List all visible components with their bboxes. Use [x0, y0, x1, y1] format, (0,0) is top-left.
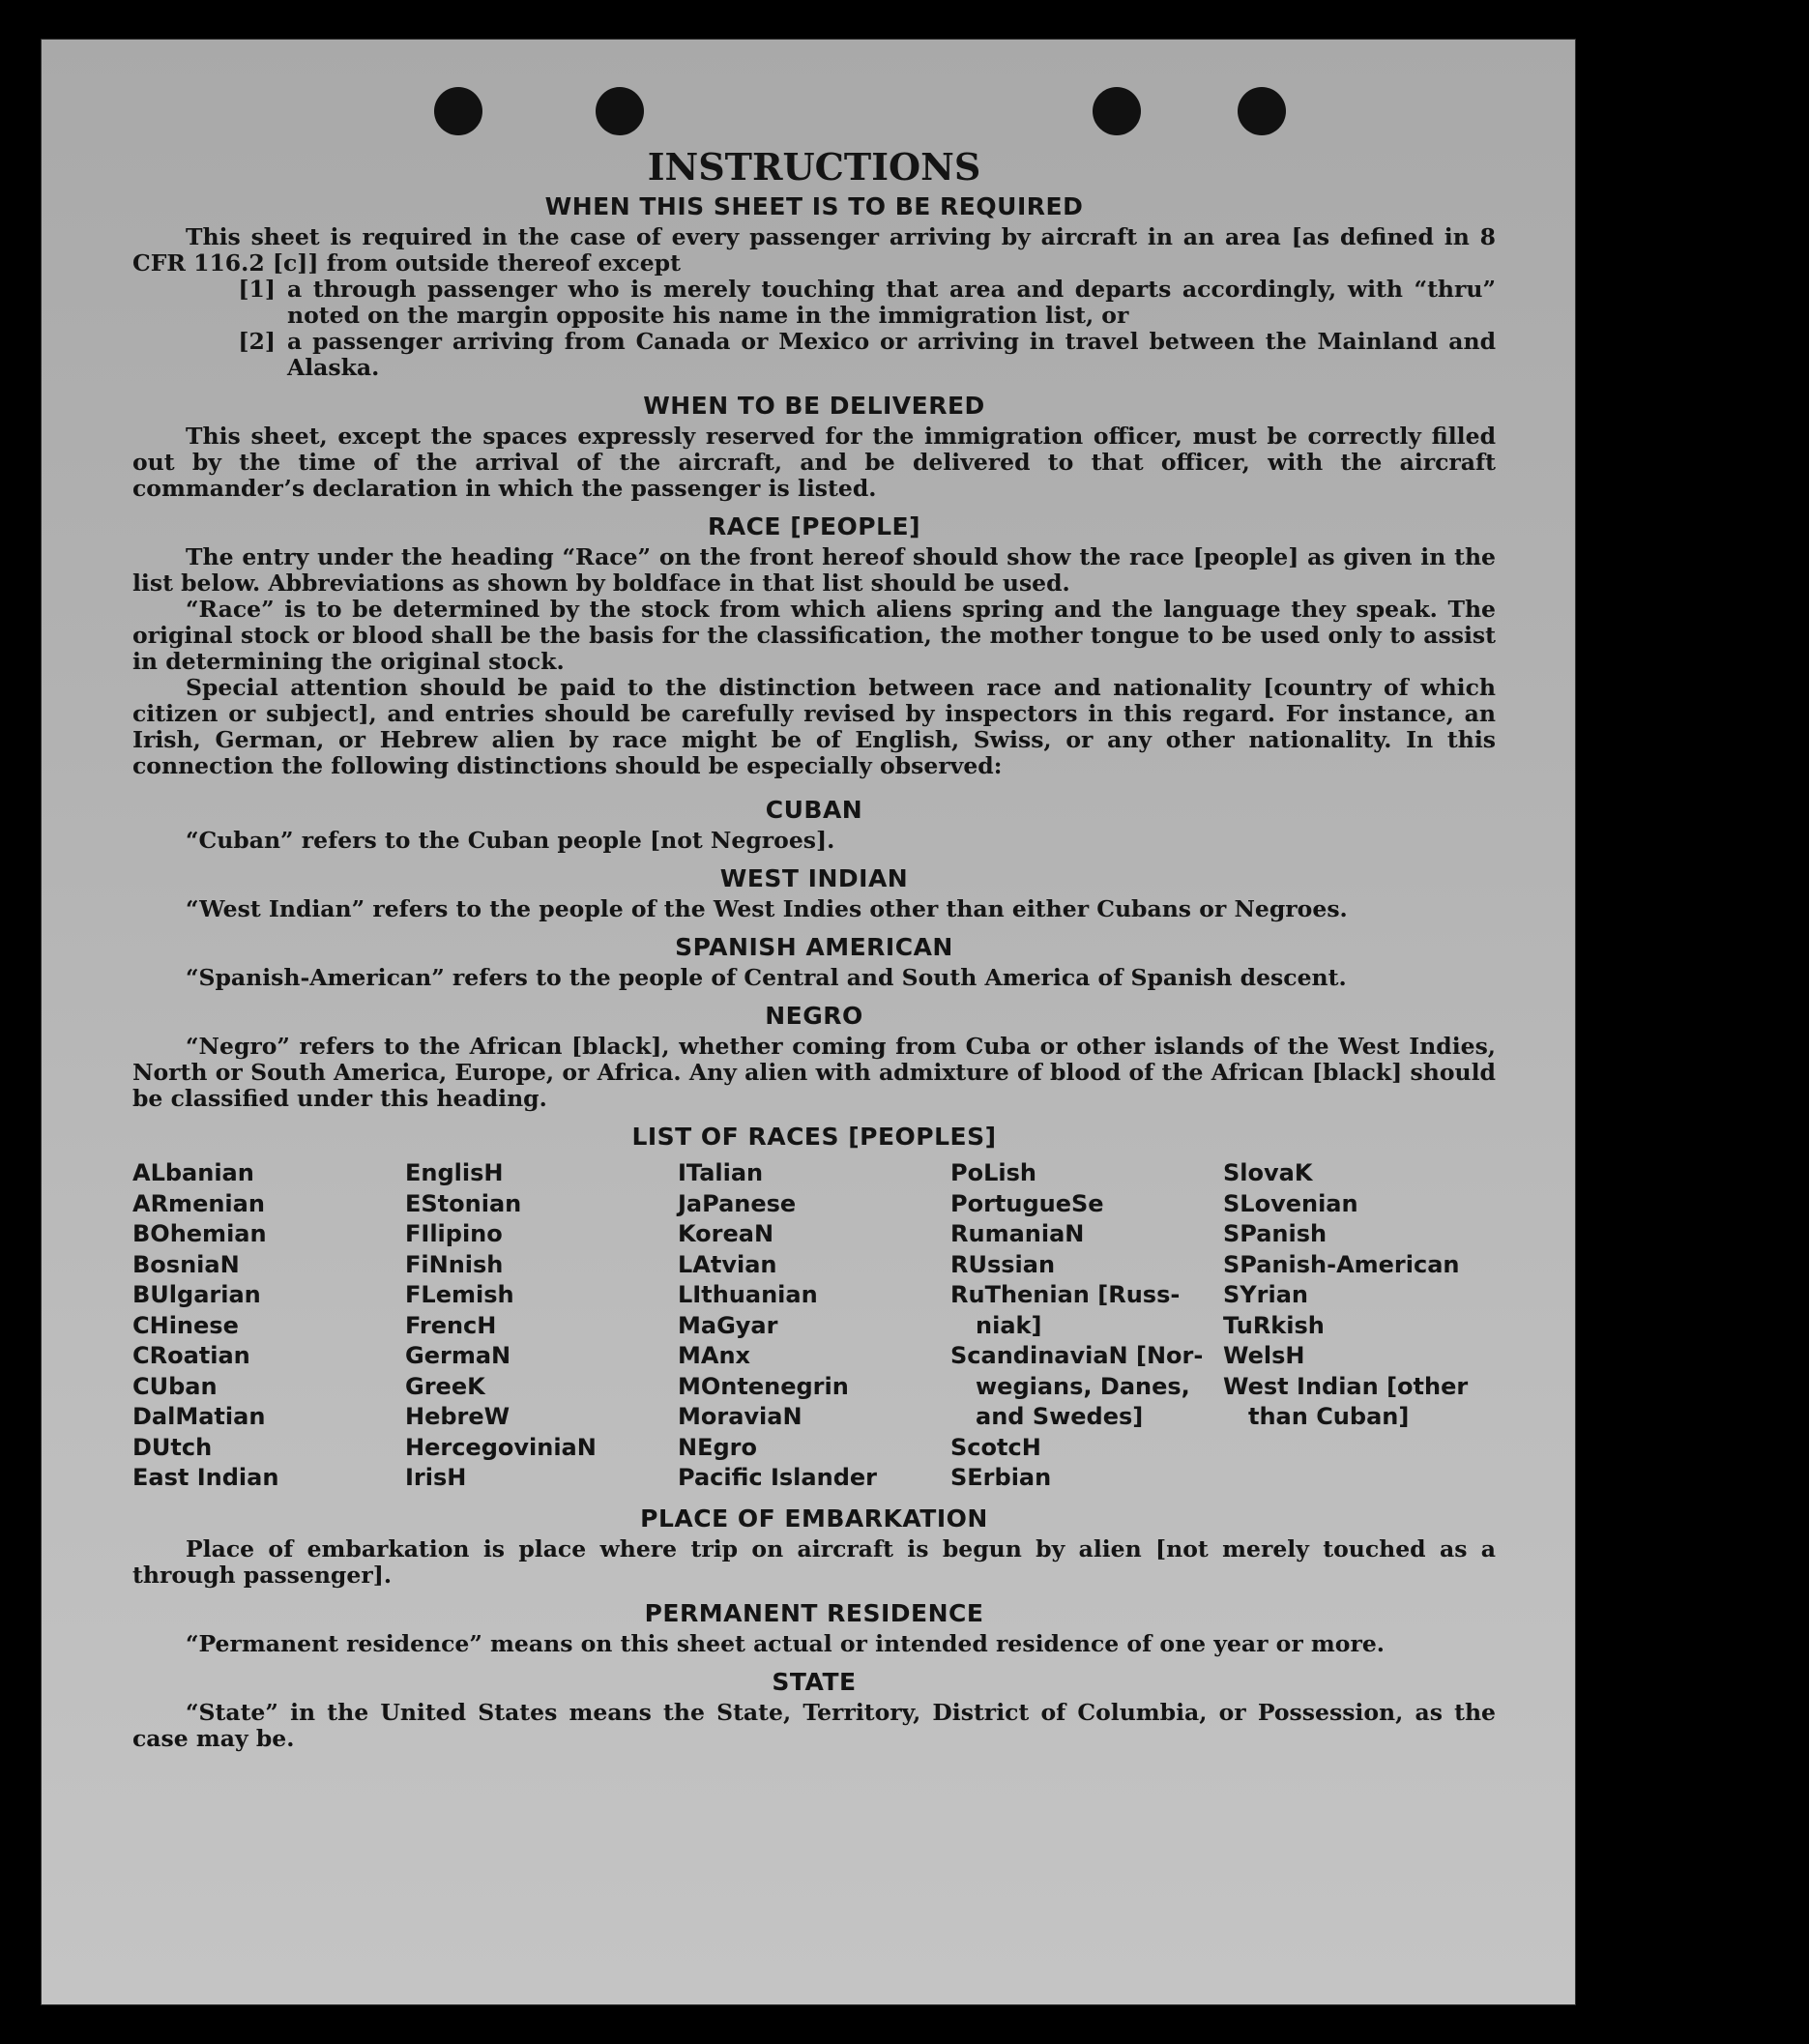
heading-when-required: WHEN THIS SHEET IS TO BE REQUIRED — [544, 192, 1084, 220]
list-item: WelsH — [1223, 1342, 1305, 1369]
list-item: niak] — [976, 1311, 1042, 1339]
list-item: LIthuanian — [678, 1281, 818, 1308]
list-item — [132, 277, 1496, 329]
heading-race: RACE [PEOPLE] — [707, 512, 921, 540]
list-item — [132, 329, 1496, 381]
list-item: CRoatian — [132, 1342, 250, 1369]
list-item: ALbanian — [132, 1159, 254, 1186]
west-indian-text: “West Indian” refers to the people of the West Indies other than either Cubans or Negroes. — [186, 895, 1348, 922]
races-list — [132, 1158, 1496, 1494]
list-item: SPanish — [1223, 1220, 1328, 1247]
list-item: LAtvian — [678, 1250, 777, 1278]
heading-state: STATE — [772, 1667, 857, 1696]
list-item: IrisH — [405, 1464, 467, 1491]
list-item: SYrian — [1223, 1281, 1309, 1308]
list-item: TuRkish — [1223, 1311, 1325, 1339]
cuban-text: “Cuban” refers to the Cuban people [not Negroes]. — [186, 827, 835, 854]
heading-when-delivered: WHEN TO BE DELIVERED — [643, 392, 985, 420]
list-item: West Indian [other — [1223, 1372, 1469, 1400]
heading-list-of-races: LIST OF RACES [PEOPLES] — [631, 1123, 997, 1151]
heading-west-indian: WEST INDIAN — [719, 864, 909, 892]
list-item: HercegoviniaN — [405, 1433, 597, 1461]
spanish-american-text: “Spanish-American” refers to the people of Central and South America of Spanish descent. — [186, 964, 1347, 991]
list-item: BOhemian — [132, 1220, 267, 1247]
list-item: GreeK — [405, 1372, 485, 1400]
list-item: SlovaK — [1223, 1159, 1313, 1186]
list-item: FIlipino — [405, 1220, 503, 1247]
races-column-1 — [132, 1158, 405, 1494]
list-item: BUlgarian — [132, 1281, 261, 1308]
required-intro: This sheet is required in the case of every passenger arriving by aircraft in an area [as defined in 8 CFR 116.2 [c]] from outside thereof except — [132, 223, 1496, 277]
list-item: wegians, Danes, — [976, 1372, 1190, 1400]
race-paragraph-2: “Race” is to be determined by the stock from which aliens spring and the language they speak. The original stock or blood shall be the basis for the classification, the mother tongue to be used only to assist in determining the original stock. — [132, 596, 1496, 675]
list-item: MOntenegrin — [678, 1372, 849, 1400]
list-item: NEgro — [678, 1433, 757, 1461]
list-item: MoraviaN — [678, 1403, 802, 1430]
list-item: East Indian — [132, 1464, 279, 1491]
list-item: HebreW — [405, 1403, 511, 1430]
list-item: DUtch — [132, 1433, 213, 1461]
races-column-2 — [405, 1158, 678, 1494]
races-column-4 — [950, 1158, 1223, 1494]
list-item: MAnx — [678, 1342, 751, 1369]
list-item: CUban — [132, 1372, 218, 1400]
list-item: SLovenian — [1223, 1189, 1358, 1217]
list-item: than Cuban] — [1248, 1403, 1410, 1430]
embarkation-text: Place of embarkation is place where trip on aircraft is begun by alien [not merely touched as a through passenger]. — [132, 1534, 1496, 1589]
document-sheet — [41, 39, 1576, 2005]
punch-hole-1 — [434, 87, 482, 135]
list-item: ITalian — [678, 1159, 764, 1186]
list-item-text: a passenger arriving from Canada or Mexico or arriving in travel between the Mainland and Alaska. — [287, 328, 1496, 381]
delivered-text: This sheet, except the spaces expressly reserved for the immigration officer, must be correctly filled out by the time of the arrival of the aircraft, and be delivered to that officer, with the aircraft commander’s declaration in which the passenger is listed. — [132, 423, 1496, 502]
exception-list — [132, 277, 1496, 381]
page-title: INSTRUCTIONS — [647, 145, 981, 189]
list-item: RumaniaN — [950, 1220, 1085, 1247]
punch-hole-2 — [596, 87, 644, 135]
list-item: ScotcH — [950, 1433, 1041, 1461]
list-item: JaPanese — [678, 1189, 797, 1217]
list-item: DalMatian — [132, 1403, 266, 1430]
list-item: ARmenian — [132, 1189, 265, 1217]
list-item: EnglisH — [405, 1159, 504, 1186]
punch-hole-4 — [1238, 87, 1286, 135]
list-item-number: [2] — [238, 328, 276, 355]
list-item: EStonian — [405, 1189, 522, 1217]
list-item: SPanish-American — [1223, 1250, 1460, 1278]
list-item: Pacific Islander — [678, 1464, 877, 1491]
heading-negro: NEGRO — [765, 1002, 863, 1030]
races-column-3 — [678, 1158, 950, 1494]
list-item: GermaN — [405, 1342, 511, 1369]
list-item: KoreaN — [678, 1220, 774, 1247]
list-item: SErbian — [950, 1464, 1052, 1491]
list-item: ScandinaviaN [Nor- — [950, 1342, 1204, 1369]
list-item-number: [1] — [238, 276, 276, 303]
list-item: and Swedes] — [976, 1403, 1144, 1430]
heading-cuban: CUBAN — [765, 796, 863, 824]
list-item: PoLish — [950, 1159, 1036, 1186]
list-item: CHinese — [132, 1311, 239, 1339]
list-item: BosniaN — [132, 1250, 240, 1278]
list-item: FrencH — [405, 1311, 497, 1339]
state-text: “State” in the United States means the State, Territory, District of Columbia, or Possession, as the case may be. — [132, 1698, 1496, 1752]
race-paragraph-3: Special attention should be paid to the distinction between race and nationality [country of which citizen or subject], and entries should be carefully revised by inspectors in this regard. For instance, an Irish, German, or Hebrew alien by race might be of English, Swiss, or any other nationality. In this connection the following distinctions should be especially observed: — [132, 674, 1496, 779]
punch-hole-3 — [1093, 87, 1141, 135]
race-paragraph-1: The entry under the heading “Race” on the front hereof should show the race [people] as given in the list below. Abbreviations as shown by boldface in that list should be used. — [132, 543, 1496, 597]
heading-spanish-american: SPANISH AMERICAN — [675, 933, 953, 961]
list-item: RUssian — [950, 1250, 1056, 1278]
heading-permanent-residence: PERMANENT RESIDENCE — [644, 1598, 984, 1627]
races-column-5 — [1223, 1158, 1496, 1494]
negro-text: “Negro” refers to the African [black], whether coming from Cuba or other islands of the West Indies, North or South America, Europe, or Africa. Any alien with admixture of blood of the African [black] should be classified under this heading. — [132, 1033, 1496, 1112]
list-item: FLemish — [405, 1281, 514, 1308]
list-item: FiNnish — [405, 1250, 504, 1278]
list-item: RuThenian [Russ- — [950, 1281, 1181, 1308]
heading-place-of-embarkation: PLACE OF EMBARKATION — [640, 1504, 988, 1533]
list-item: MaGyar — [678, 1311, 778, 1339]
list-item: PortugueSe — [950, 1189, 1104, 1217]
list-item-text: a through passenger who is merely touching that area and departs accordingly, with “thru” noted on the margin opposite his name in the immigration list, or — [287, 276, 1496, 329]
instructions-content — [132, 145, 1496, 1752]
residence-text: “Permanent residence” means on this sheet actual or intended residence of one year or more. — [186, 1629, 1385, 1657]
